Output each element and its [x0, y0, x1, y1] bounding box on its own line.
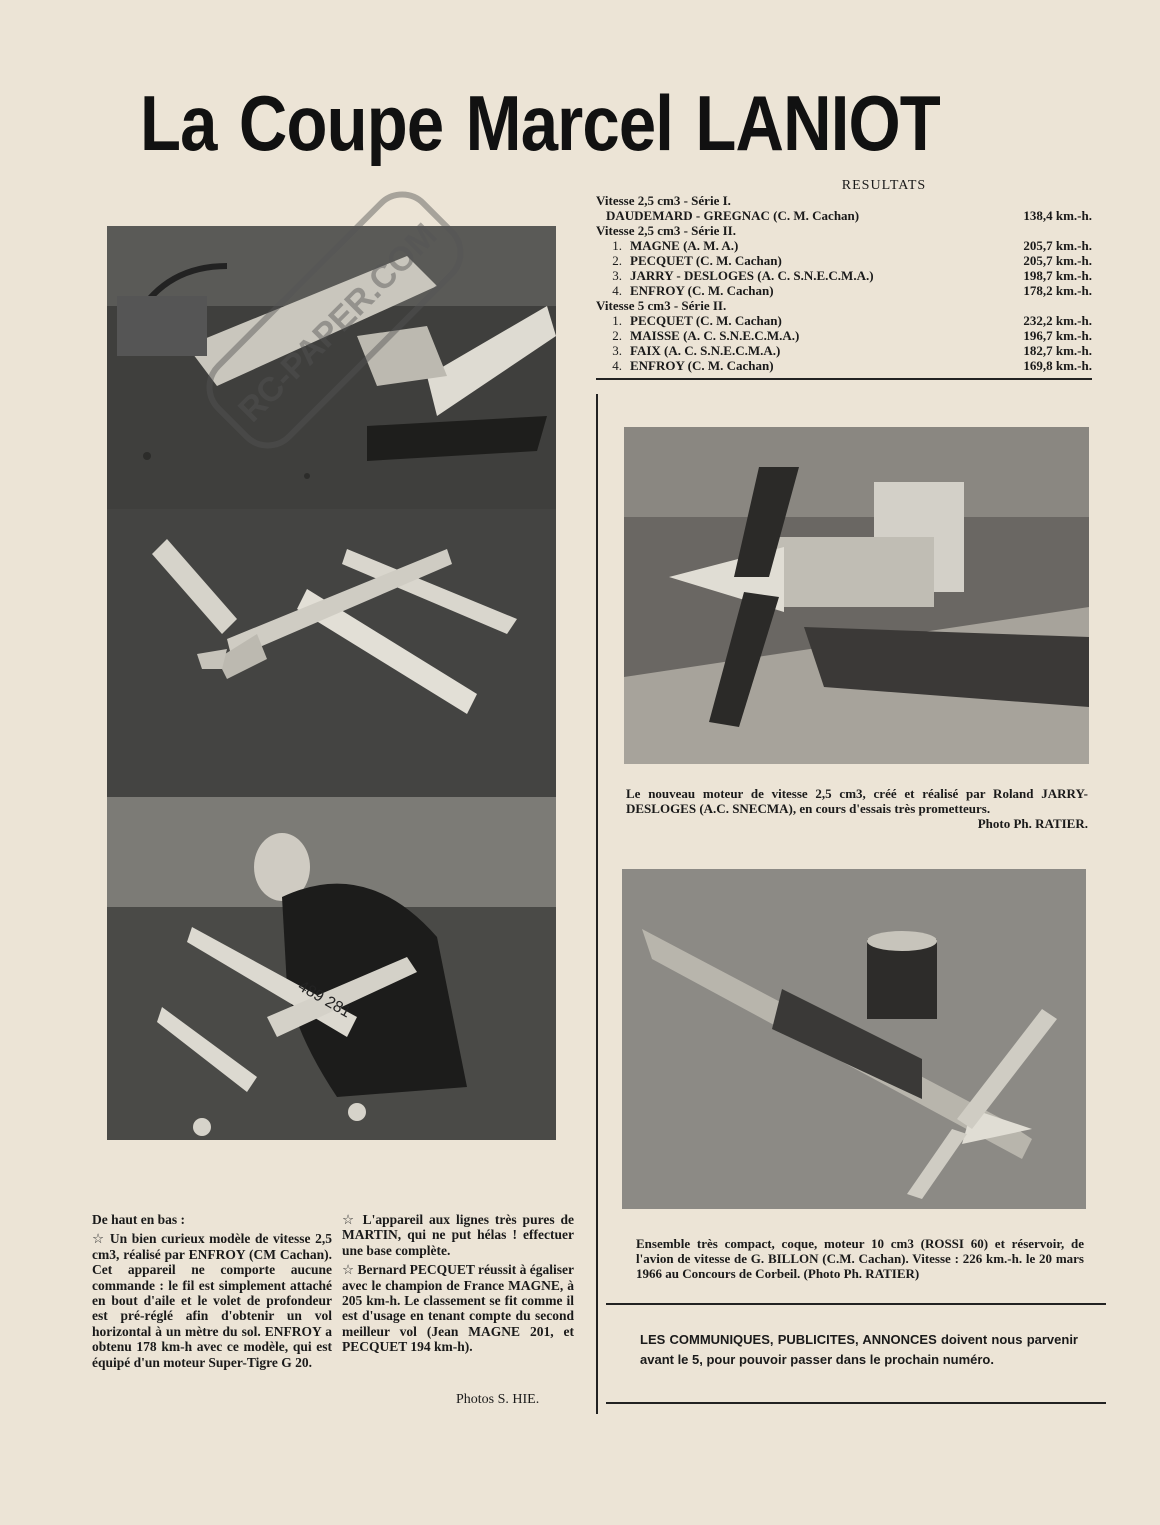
watermark-stamp: [170, 140, 500, 500]
watermark-text: RC-PAPER.COM: [231, 216, 445, 430]
paragraph-text: Bernard PECQUET réussit à égaliser avec le champion de France MAGNE, à 205 km-h. Le classement se fit comme il est d'usage en tenant compte du second meilleur vol (Jean MAGNE 201, et PECQUET 194 km-h).: [342, 1262, 574, 1355]
star-icon: ☆: [342, 1262, 355, 1278]
result-speed: 205,7 km.-h.: [1023, 238, 1092, 253]
result-name: MAISSE (A. C. S.N.E.C.M.A.): [630, 328, 800, 343]
result-rank: 2.: [612, 328, 622, 343]
result-speed: 198,7 km.-h.: [1023, 268, 1092, 283]
result-row: [596, 313, 1092, 328]
column-heading: De haut en bas :: [92, 1212, 186, 1227]
plane-registration: 489 281: [295, 977, 354, 1022]
caption-engine: [626, 786, 1088, 831]
result-rank: 1.: [612, 238, 622, 253]
result-name: FAIX (A. C. S.N.E.C.M.A.): [630, 343, 781, 358]
section-label: Vitesse 5 cm3 - Série II.: [596, 298, 727, 313]
result-row: [596, 343, 1092, 358]
result-row: [596, 253, 1092, 268]
result-speed: 205,7 km.-h.: [1023, 253, 1092, 268]
result-name: MAGNE (A. M. A.): [630, 238, 739, 253]
caption-credit: Photo Ph. RATIER.: [977, 816, 1088, 831]
photo-pecquet: [107, 797, 556, 1140]
star-icon: ☆: [92, 1231, 106, 1247]
result-row: [596, 208, 1092, 223]
photo-engine: [624, 427, 1089, 764]
result-row: [596, 358, 1092, 373]
article-middle-column: [342, 1212, 574, 1359]
paragraph-text: L'appareil aux lignes très pures de MARTIN, qui ne put hélas ! effectuer une base complète.: [342, 1212, 574, 1258]
article-paragraph: [92, 1231, 332, 1370]
title-word: Marcel: [465, 79, 674, 167]
results-heading: RESULTATS: [841, 178, 927, 193]
result-row: [596, 238, 1092, 253]
result-name: ENFROY (C. M. Cachan): [630, 283, 774, 298]
result-name: ENFROY (C. M. Cachan): [630, 358, 774, 373]
column-divider: [596, 394, 598, 1414]
caption-text: Le nouveau moteur de vitesse 2,5 cm3, créé et réalisé par Roland JARRY-DESLOGES (A.C. SNECMA), en cours d'essais très prometteurs.: [626, 786, 1088, 816]
notice-text: LES COMMUNIQUES, PUBLICITES, ANNONCES doivent nous parvenir avant le 5, pour pouvoir passer dans le prochain numéro.: [640, 1332, 1078, 1367]
section-label: Vitesse 2,5 cm3 - Série II.: [596, 223, 736, 238]
title-word: La: [140, 79, 217, 167]
star-icon: ☆: [342, 1212, 357, 1227]
result-row: [596, 283, 1092, 298]
section-label: Vitesse 2,5 cm3 - Série I.: [596, 193, 731, 208]
article-paragraph: [342, 1262, 574, 1354]
caption-model: [636, 1236, 1084, 1281]
notice-bottom-rule: [606, 1402, 1106, 1404]
result-speed: 178,2 km.-h.: [1023, 283, 1092, 298]
result-speed: 196,7 km.-h.: [1023, 328, 1092, 343]
result-name: PECQUET (C. M. Cachan): [630, 253, 782, 268]
result-rank: 2.: [612, 253, 622, 268]
results-divider: [596, 378, 1092, 380]
result-rank: 1.: [612, 313, 622, 328]
result-speed: 232,2 km.-h.: [1023, 313, 1092, 328]
article-left-column: [92, 1212, 332, 1374]
paragraph-text: Un bien curieux modèle de vitesse 2,5 cm3, réalisé par ENFROY (CM Cachan). Cet appareil ne comporte aucune commande : le fil est simplement attaché en bout d'aile et le volet de profondeur est pré-réglé afin d'obtenir un vol horizontal à un mètre du sol. ENFROY a obtenu 178 km-h avec ce modèle, qui est équipé d'un moteur Super-Tigre G 20.: [92, 1231, 332, 1370]
result-speed: 169,8 km.-h.: [1023, 358, 1092, 373]
title-word: LANIOT: [695, 79, 940, 167]
results-section: [596, 193, 1092, 223]
result-rank: 3.: [612, 268, 622, 283]
article-paragraph: [342, 1212, 574, 1258]
title-word: Coupe: [238, 79, 444, 167]
result-speed: 138,4 km.-h.: [1023, 208, 1092, 223]
result-row: [596, 268, 1092, 283]
result-speed: 182,7 km.-h.: [1023, 343, 1092, 358]
result-rank: 4.: [612, 283, 622, 298]
results-table: [596, 178, 1092, 373]
results-section: [596, 298, 1092, 373]
result-rank: 3.: [612, 343, 622, 358]
notice-top-rule: [606, 1303, 1106, 1305]
result-name: JARRY - DESLOGES (A. C. S.N.E.C.M.A.): [630, 268, 874, 283]
photo-martin-plane: [107, 509, 556, 797]
result-name: DAUDEMARD - GREGNAC (C. M. Cachan): [606, 208, 860, 223]
result-name: PECQUET (C. M. Cachan): [630, 313, 782, 328]
photo-credit: Photos S. HIE.: [456, 1392, 540, 1407]
caption-text: Ensemble très compact, coque, moteur 10 cm3 (ROSSI 60) et réservoir, de l'avion de vitesse de G. BILLON (C.M. Cachan). Vitesse : 226 km.-h. le 20 mars 1966 au Concours de Corbeil. (Photo Ph. RATIER): [636, 1236, 1084, 1281]
results-section: [596, 223, 1092, 298]
result-rank: 4.: [612, 358, 622, 373]
photo-billon-model: [622, 869, 1086, 1209]
result-row: [596, 328, 1092, 343]
